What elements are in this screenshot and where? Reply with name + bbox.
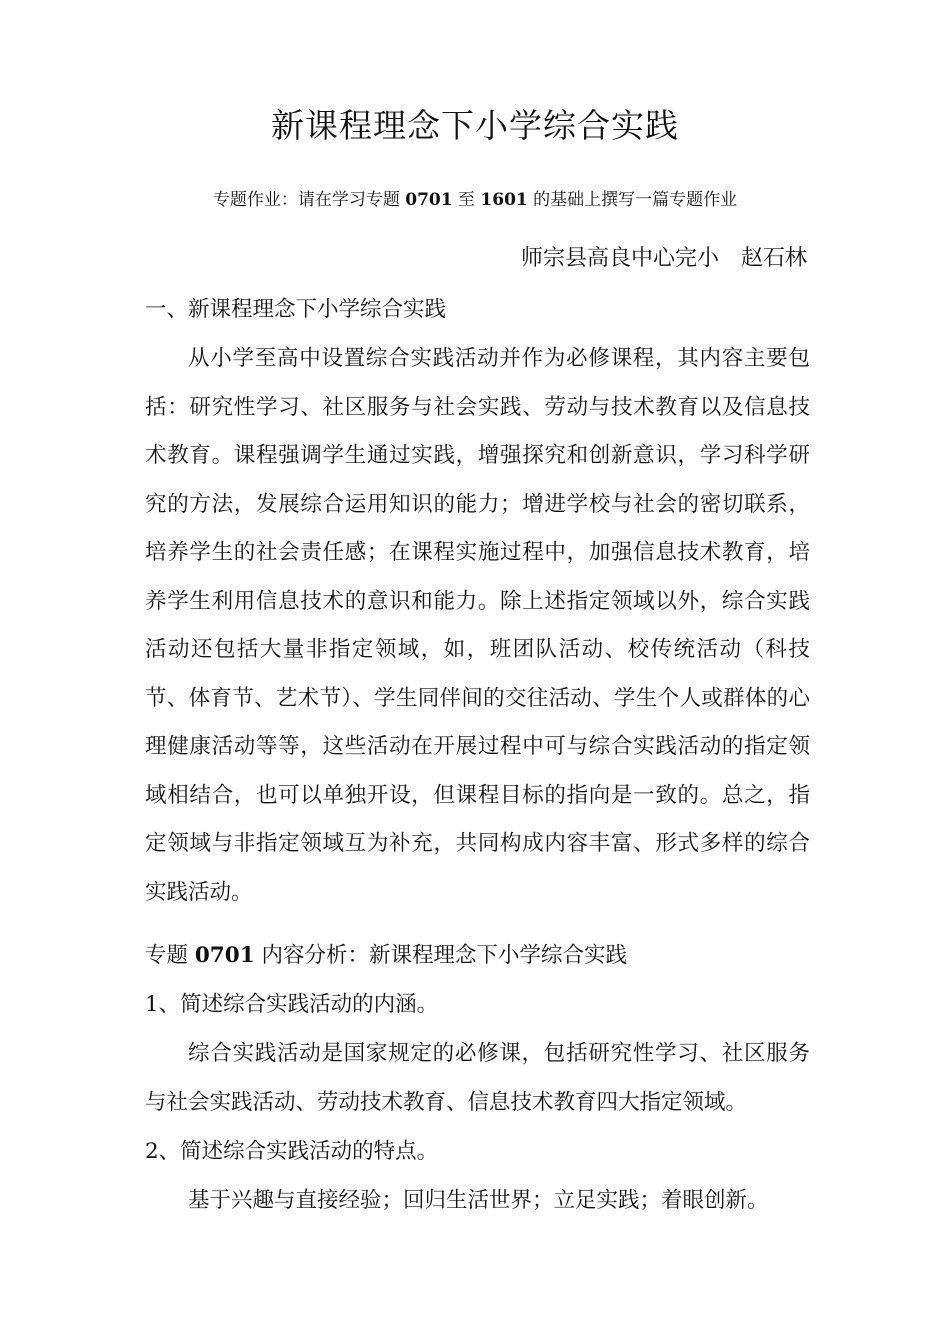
subtitle-prefix: 专题作业：请在学习专题 <box>212 190 406 210</box>
question-2: 2、简述综合实践活动的特点。 <box>145 1139 439 1164</box>
answer-1: 综合实践活动是国家规定的必修课，包括研究性学习、社区服务与社会实践活动、劳动技术教育、信息技术教育四大指定领域。 <box>145 1041 810 1115</box>
topic-heading <box>145 932 810 981</box>
document-title: 新课程理念下小学综合实践 <box>271 106 679 145</box>
subtitle-middle: 至 <box>452 190 481 210</box>
assignment-subtitle <box>0 186 950 214</box>
topic-heading-suffix: 内容分析：新课程理念下小学综合实践 <box>254 943 628 968</box>
topic-heading-prefix: 专题 <box>145 943 195 968</box>
subtitle-code-end: 1601 <box>480 190 528 210</box>
author-line: 师宗县高良中心完小 赵石林 <box>520 246 807 271</box>
question-1: 1、简述综合实践活动的内涵。 <box>145 992 439 1017</box>
section-heading: 一、新课程理念下小学综合实践 <box>145 297 447 322</box>
section-body-paragraph: 从小学至高中设置综合实践活动并作为必修课程，其内容主要包括：研究性学习、社区服务与社会实践、劳动与技术教育以及信息技术教育。课程强调学生通过实践，增强探究和创新意识，学习科学研究的方法，发展综合运用知识的能力；增进学校与社会的密切联系，培养学生的社会责任感；在课程实施过程中，加强信息技术教育，培养学生利用信息技术的意识和能力。除上述指定领域以外，综合实践活动还包括大量非指定领域，如，班团队活动、校传统活动（科技节、体育节、艺术节）、学生同伴间的交往活动、学生个人或群体的心理健康活动等等，这些活动在开展过程中可与综合实践活动的指定领域相结合，也可以单独开设，但课程目标的指向是一致的。总之，指定领域与非指定领域互为补充，共同构成内容丰富、形式多样的综合实践活动。 <box>145 346 810 905</box>
answer-2: 基于兴趣与直接经验；回归生活世界；立足实践；着眼创新。 <box>188 1188 769 1213</box>
topic-heading-code: 0701 <box>194 943 255 968</box>
subtitle-code-start: 0701 <box>405 190 453 210</box>
subtitle-suffix: 的基础上撰写一篇专题作业 <box>527 190 738 210</box>
